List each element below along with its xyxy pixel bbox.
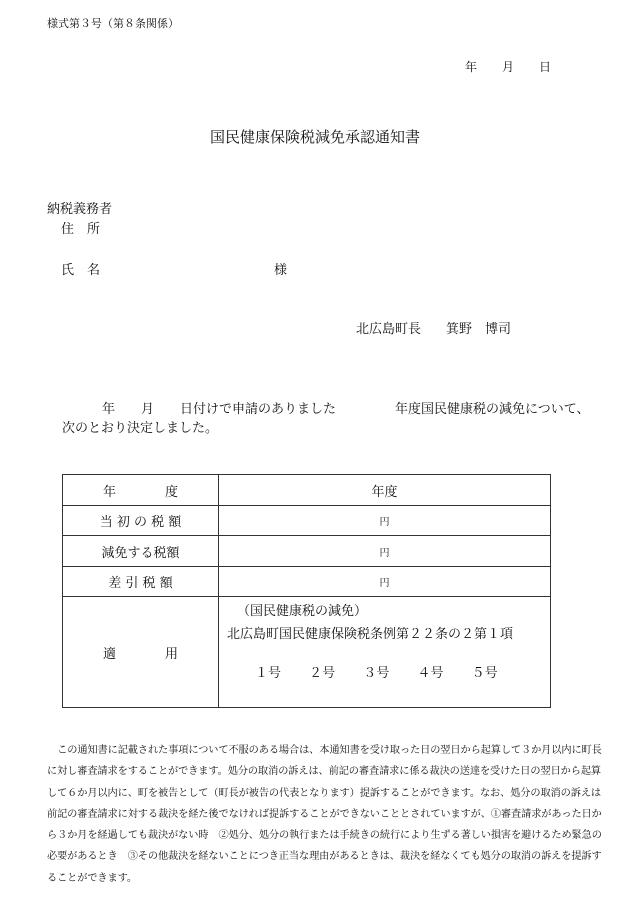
initial-tax-label: 当 初 の 税 額 — [99, 515, 182, 530]
initial-tax-label-cell — [63, 506, 219, 536]
reduction-table — [62, 474, 551, 708]
table-row-applicable — [63, 597, 551, 708]
issuer-name: 箕野 博司 — [446, 322, 512, 337]
appeal-notice: この通知書に記載された事項について不服のある場合は、本通知書を受け取った日の翌日から起算して３か月以内に町長に対し審査請求をすることができます。処分の取消の訴えは、前記の審査請求に係る裁決の送達を受けた日の翌日から起算して６か月以内に、町を被告として（町長が被告の代表となります）提訴することができます。なお、処分の取消の訴えは前記の審査請求に対する裁決を経た後でなければ提訴することができないこととされていますが、①審査請求があった日から３か月を経過しても裁決がない時 ②処分、処分の執行または手続きの続行により生ずる著しい損害を避けるため緊急の必要があるとき ③その他裁決を経ないことにつき正当な理由があるときは、裁決を経なくても処分の取消の訴えを提訴することができます。 — [47, 745, 602, 884]
reduction-amount-label: 減免する税額 — [101, 545, 180, 561]
body-application-text: 日付けで申請のありました — [180, 402, 337, 417]
taxpayer-heading: 納税義務者 — [47, 202, 113, 217]
table-row-initial-tax — [63, 506, 551, 536]
applicable-label-cell — [63, 597, 219, 708]
fiscal-year-label-a: 年 — [103, 484, 117, 500]
body-year-label: 年 — [102, 402, 116, 417]
reduction-amount-label-cell — [63, 536, 219, 567]
date-month-label: 月 — [502, 60, 515, 74]
table-row-net-tax — [63, 567, 551, 597]
form-number: 様式第３号（第８条関係） — [47, 17, 179, 30]
initial-tax-unit: 円 — [379, 517, 390, 528]
applicable-item: １号 — [255, 666, 282, 681]
net-tax-label-cell — [63, 567, 219, 597]
applicable-item-list — [227, 662, 550, 681]
net-tax-label: 差 引 税 額 — [108, 576, 173, 591]
reduction-amount-value-cell — [219, 536, 551, 567]
document-title: 国民健康保険税減免承認通知書 — [209, 128, 420, 146]
fiscal-year-header-cell — [63, 475, 219, 506]
reduction-amount-unit: 円 — [379, 547, 390, 559]
body-decision-text: 次のとおり決定しました。 — [62, 421, 219, 436]
applicable-value-cell — [219, 597, 551, 708]
table-row-fiscal-year — [63, 475, 551, 506]
initial-tax-value-cell — [219, 506, 551, 536]
address-label: 住 所 — [61, 222, 101, 237]
fiscal-year-value-cell — [219, 475, 551, 506]
fiscal-year-value: 年度 — [371, 484, 398, 500]
net-tax-unit: 円 — [379, 578, 390, 589]
honorific-label: 様 — [274, 263, 288, 278]
body-fiscal-year-text: 年度国民健康税の減免について、 — [395, 402, 590, 417]
applicable-item: ５号 — [471, 666, 498, 681]
date-day-label: 日 — [539, 60, 552, 74]
table-row-reduction-amount — [63, 536, 551, 567]
applicable-label-a: 適 — [103, 646, 117, 662]
applicable-label-b: 用 — [164, 646, 178, 662]
body-month-label: 月 — [141, 402, 155, 417]
applicable-heading: （国民健康税の減免） — [237, 604, 368, 619]
issuer-title: 北広島町長 — [356, 322, 422, 337]
net-tax-value-cell — [219, 567, 551, 597]
applicable-item: ４号 — [417, 666, 444, 681]
applicable-item: ３号 — [363, 666, 390, 681]
name-label: 氏 名 — [61, 263, 101, 278]
date-year-label: 年 — [465, 60, 478, 74]
fiscal-year-label-b: 度 — [164, 484, 178, 500]
applicable-ordinance: 北広島町国民健康保険税条例第２２条の２第１項 — [227, 627, 514, 642]
applicable-item: ２号 — [309, 666, 336, 681]
